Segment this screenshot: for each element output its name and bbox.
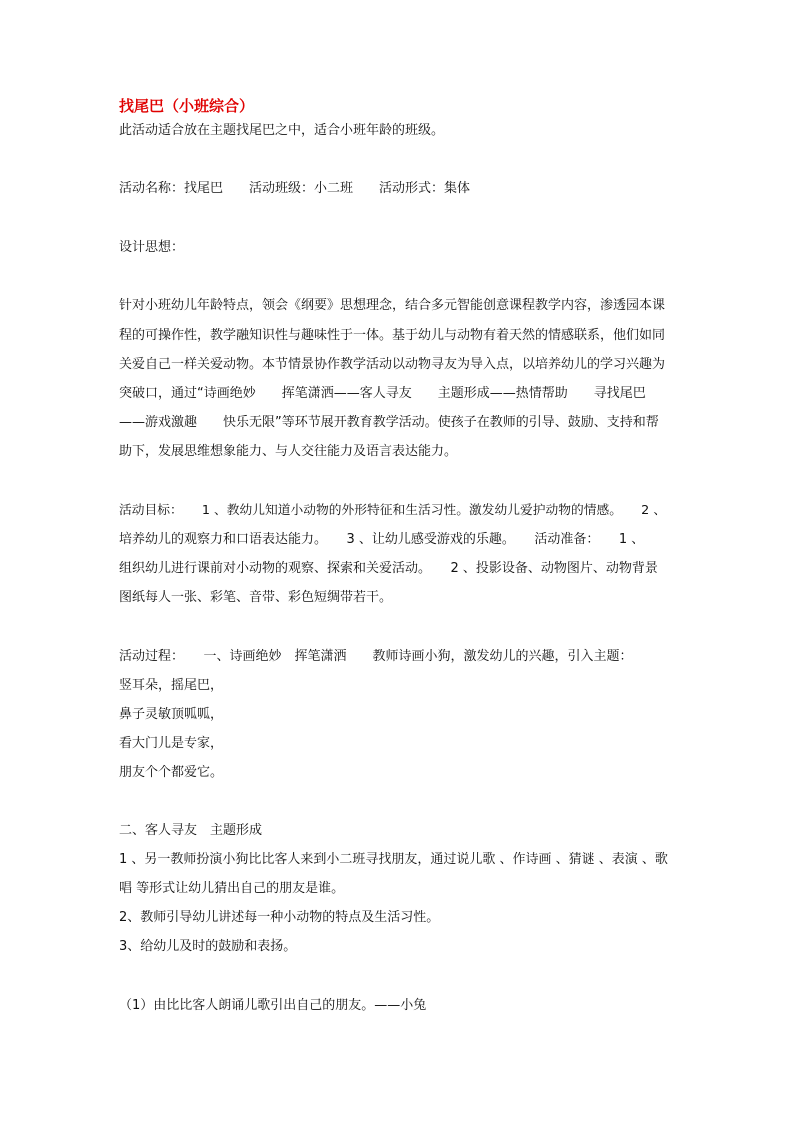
paragraph-line: 唱 等形式让幼儿猜出自己的朋友是谁。 [119,881,345,896]
paragraph-line: 图纸每人一张、彩笔、音带、彩色短绸带若干。 [119,590,393,605]
paragraph-line: 培养幼儿的观察力和口语表达能力。 3 、让幼儿感受游戏的乐趣。 活动准备： 1 、 [119,532,645,547]
section-heading-design: 设计思想： [119,240,185,255]
intro-text: 此活动适合放在主题找尾巴之中，适合小班年龄的班级。 [119,123,445,138]
paragraph-line: 关爱自己一样关爱动物。本节情景协作教学活动以动物寻友为导入点，以培养幼儿的学习兴趣为 [119,357,666,372]
paragraph-line: 3、给幼儿及时的鼓励和表扬。 [119,939,297,954]
paragraph-line: 2、教师引导幼儿讲述每一种小动物的特点及生活习性。 [119,910,440,925]
paragraph-line: 针对小班幼儿年龄特点，领会《纲要》思想理念，结合多元智能创意课程教学内容，渗透园本课 [119,298,666,313]
poem-line: 竖耳朵，摇尾巴， [119,678,224,693]
paragraph-line: 助下，发展思维想象能力、与人交往能力及语言表达能力。 [119,444,458,459]
paragraph-line: 突破口，通过“诗画绝妙 挥笔潇洒——客人寻友 主题形成——热情帮助 寻找尾巴 [119,386,646,401]
paragraph-line: 程的可操作性，教学融知识性与趣味性于一体。基于幼儿与动物有着天然的情感联系，他们如同 [119,328,666,343]
paragraph-line: 活动目标： 1 、教幼儿知道小动物的外形特征和生活习性。激发幼儿爱护动物的情感。 2 、 [119,503,667,518]
section-heading: 二、客人寻友 主题形成 [119,823,263,838]
poem-line: 看大门儿是专家， [119,736,224,751]
paragraph-line: ——游戏激趣 快乐无限”等环节展开教育教学活动。使孩子在教师的引导、鼓励、支持和帮 [119,415,659,430]
poem-line: 鼻子灵敏顶呱呱， [119,707,224,722]
paragraph-line: （1）由比比客人朗诵儿歌引出自己的朋友。——小兔 [119,998,427,1013]
paragraph-line: 组织幼儿进行课前对小动物的观察、探索和关爱活动。 2 、投影设备、动物图片、动物背景 [119,561,658,576]
paragraph-line: 1 、另一教师扮演小狗比比客人来到小二班寻找朋友，通过说儿歌 、作诗画 、猜谜 、表演 、歌 [119,852,668,867]
activity-info: 活动名称：找尾巴 活动班级：小二班 活动形式：集体 [119,181,471,196]
document-title: 找尾巴（小班综合） [119,97,255,115]
paragraph-line: 活动过程： 一、诗画绝妙 挥笔潇洒 教师诗画小狗，激发幼儿的兴趣，引入主题： [119,649,633,664]
poem-line: 朋友个个都爱它。 [119,765,224,780]
